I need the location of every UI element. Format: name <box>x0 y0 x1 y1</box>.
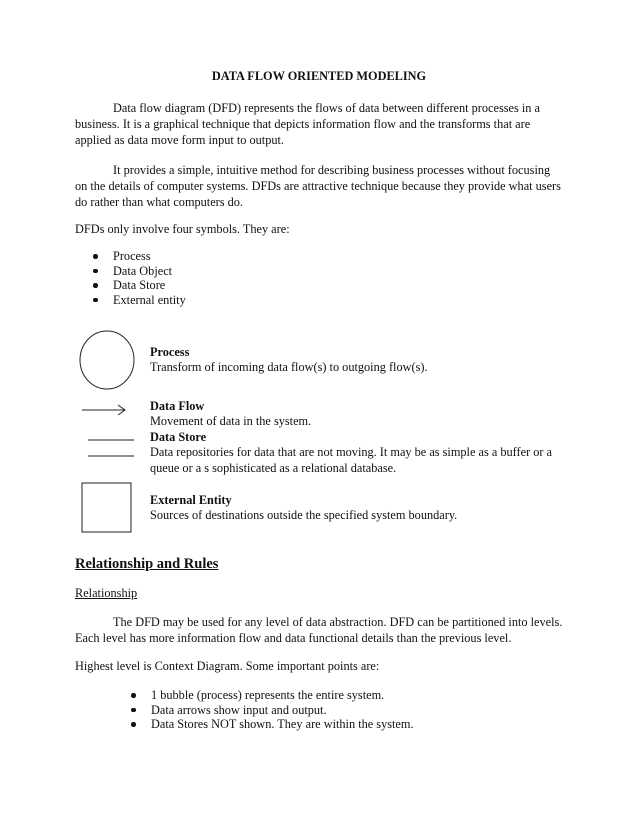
bullet-icon <box>131 722 136 727</box>
bullet-icon <box>93 283 98 288</box>
list-item-label: Data Object <box>113 263 173 278</box>
bullet-icon <box>93 269 98 274</box>
external-entity-box-symbol <box>81 482 133 534</box>
page-title: DATA FLOW ORIENTED MODELING <box>211 69 427 83</box>
symbol-process <box>150 345 570 376</box>
data-flow-arrow-symbol <box>80 403 130 417</box>
symbol-description: Data repositories for data that are not moving. It may be as simple as a buffer or a queue or a s sophisticated as a relational database. <box>150 445 553 475</box>
symbol-description: Sources of destinations outside the specified system boundary. <box>150 508 458 522</box>
intro-paragraph-2 <box>75 162 565 210</box>
list-item-label: Data Store <box>113 278 166 292</box>
bullet-icon <box>131 708 136 713</box>
list-item-label: Data arrows show input and output. <box>151 702 327 717</box>
process-circle-symbol <box>78 329 136 391</box>
symbol-name: Data Flow <box>150 399 205 413</box>
bullet-icon <box>93 298 98 303</box>
section-subheading: Relationship <box>75 586 138 600</box>
symbol-external-entity <box>150 493 570 524</box>
section-paragraph-2: Highest level is Context Diagram. Some important points are: <box>75 659 380 673</box>
section-paragraph-1-text: The DFD may be used for any level of data abstraction. DFD can be partitioned into levels. Each level has more information flow and data functional details than the previous level. <box>75 615 563 645</box>
list-item-label: Process <box>113 249 151 263</box>
intro-paragraph-1-text: Data flow diagram (DFD) represents the flows of data between different processes in a business. It is a graphical technique that depicts information flow and the transforms that are applied as data move form input to output. <box>75 101 540 147</box>
intro-paragraph-3: DFDs only involve four symbols. They are: <box>75 222 290 236</box>
intro-paragraph-2-text: It provides a simple, intuitive method for describing business processes without focusing on the details of computer systems. DFDs are attractive technique because they provide what users do rather than what computers do. <box>75 163 561 209</box>
symbol-name: External Entity <box>150 493 232 507</box>
symbol-description: Transform of incoming data flow(s) to outgoing flow(s). <box>150 360 428 374</box>
bullet-icon <box>131 693 136 698</box>
data-store-symbol <box>88 437 136 461</box>
symbol-description: Movement of data in the system. <box>150 414 312 428</box>
symbol-data-flow <box>150 399 570 430</box>
list-item-label: External entity <box>113 292 186 307</box>
list-item-label: Data Stores NOT shown. They are within the system. <box>151 717 414 731</box>
symbol-name: Data Store <box>150 430 207 444</box>
intro-paragraph-1 <box>75 100 565 148</box>
symbol-name: Process <box>150 345 190 359</box>
bullet-icon <box>93 254 98 259</box>
list-item-label: 1 bubble (process) represents the entire system. <box>151 688 385 702</box>
section-paragraph-1 <box>75 614 565 646</box>
section-heading: Relationship and Rules <box>75 556 219 572</box>
symbol-data-store <box>150 430 555 476</box>
